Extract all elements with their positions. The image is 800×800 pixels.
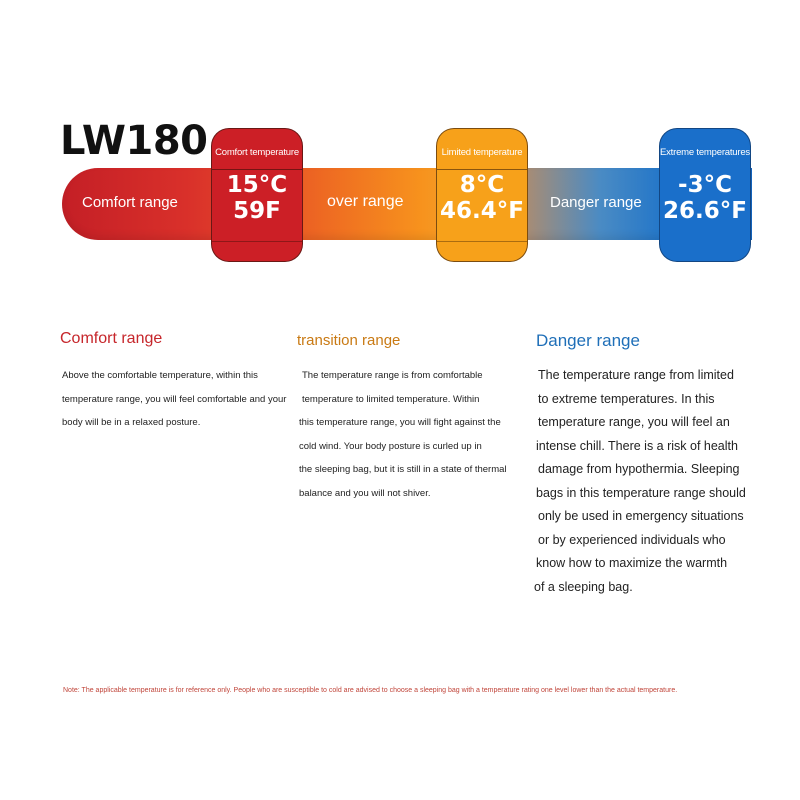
badge-limited-temperature bbox=[436, 128, 528, 262]
body-line: intense chill. There is a risk of health bbox=[536, 438, 738, 453]
column-title-comfort: Comfort range bbox=[60, 330, 163, 347]
badge-divider bbox=[212, 241, 302, 242]
column-title-danger: Danger range bbox=[536, 331, 640, 350]
body-line: or by experienced individuals who bbox=[538, 532, 726, 547]
badge-fahrenheit: 46.4°F bbox=[440, 198, 524, 224]
badge-comfort-temperature bbox=[211, 128, 303, 262]
column-title-transition: transition range bbox=[297, 332, 401, 349]
body-line: the sleeping bag, but it is still in a state of thermal bbox=[299, 464, 507, 475]
body-line: only be used in emergency situations bbox=[538, 509, 744, 523]
body-line: bags in this temperature range should bbox=[536, 485, 746, 500]
body-line: temperature range, you will feel comfortable and your bbox=[62, 393, 287, 405]
disclaimer-note: Note: The applicable temperature is for reference only. People who are susceptible to cold are advised to choose a sleeping bag with a temperature rating one level lower than the actual temperature. bbox=[63, 687, 678, 694]
body-line: cold wind. Your body posture is curled up in bbox=[299, 440, 482, 452]
body-line: The temperature range from limited bbox=[538, 368, 734, 382]
badge-celsius: 8°C bbox=[459, 172, 505, 198]
column-body-transition bbox=[299, 364, 507, 505]
body-line: to extreme temperatures. In this bbox=[538, 391, 715, 406]
badge-fahrenheit: 26.6°F bbox=[663, 198, 747, 224]
badge-divider bbox=[212, 169, 302, 170]
badge-divider bbox=[437, 169, 527, 170]
badge-caption: Limited temperature bbox=[441, 147, 523, 158]
bar-label-danger: Danger range bbox=[550, 194, 642, 211]
body-line: temperature range, you will feel an bbox=[538, 415, 730, 429]
model-title: LW180 bbox=[60, 118, 208, 164]
badge-extreme-temperature bbox=[659, 128, 751, 262]
badge-divider bbox=[437, 241, 527, 242]
bar-label-comfort: Comfort range bbox=[82, 194, 178, 211]
column-body-comfort bbox=[62, 364, 286, 435]
body-line: of a sleeping bag. bbox=[534, 579, 633, 594]
body-line: balance and you will not shiver. bbox=[299, 487, 431, 499]
column-body-danger bbox=[534, 364, 746, 599]
badge-fahrenheit: 59F bbox=[233, 198, 281, 224]
body-line: temperature to limited temperature. Within bbox=[302, 393, 480, 405]
body-line: The temperature range is from comfortable bbox=[302, 370, 483, 381]
badge-caption: Extreme temperatures bbox=[660, 147, 750, 158]
body-line: Above the comfortable temperature, within this bbox=[62, 370, 258, 381]
bar-label-over: over range bbox=[327, 193, 404, 210]
badge-celsius: -3°C bbox=[678, 172, 732, 198]
body-line: know how to maximize the warmth bbox=[536, 556, 728, 570]
badge-celsius: 15°C bbox=[226, 172, 288, 198]
body-line: damage from hypothermia. Sleeping bbox=[538, 462, 740, 476]
body-line: body will be in a relaxed posture. bbox=[62, 417, 201, 428]
body-line: this temperature range, you will fight against the bbox=[299, 417, 501, 428]
badge-caption: Comfort temperature bbox=[215, 147, 299, 158]
